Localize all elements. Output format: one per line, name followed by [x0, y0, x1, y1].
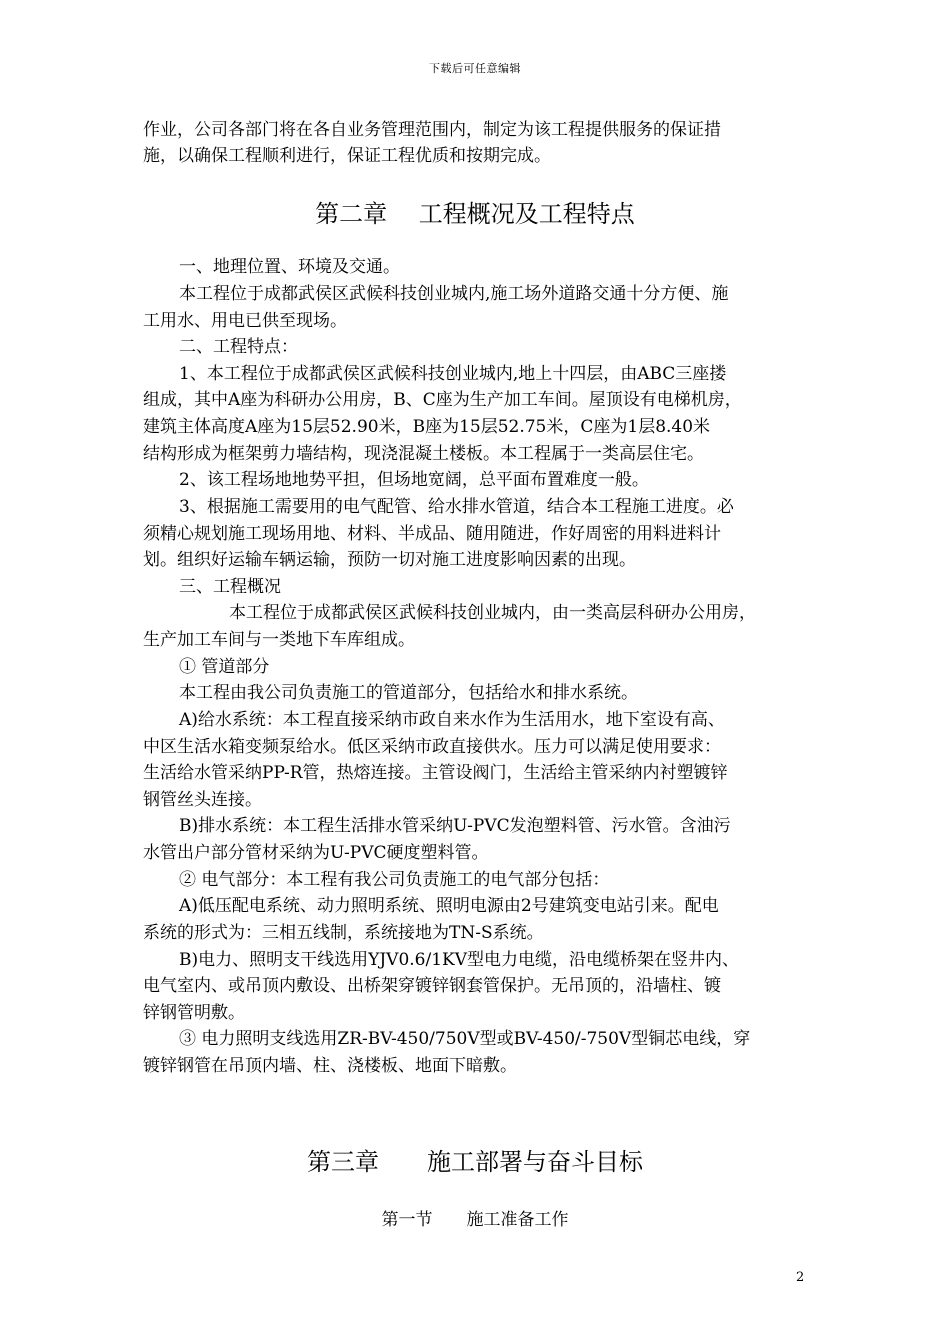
paragraph-line: 镀锌钢管在吊顶内墙、柱、浇楼板、地面下暗敷。 — [143, 1056, 517, 1076]
paragraph-line: 二、工程特点： — [179, 337, 298, 357]
paragraph-line: 三、工程概况 — [179, 577, 281, 597]
paragraph-line: 钢管丝头连接。 — [143, 790, 262, 810]
paragraph-line: 结构形成为框架剪力墙结构，现浇混凝土楼板。本工程属于一类高层住宅。 — [143, 444, 704, 464]
page-header: 下载后可任意编辑 — [429, 62, 521, 75]
paragraph-line: 锌钢管明敷。 — [143, 1003, 245, 1023]
paragraph-line: 系统的形式为：三相五线制，系统接地为TN-S系统。 — [143, 923, 544, 943]
paragraph-line: 本工程由我公司负责施工的管道部分，包括给水和排水系统。 — [179, 683, 638, 703]
chapter-3-heading: 第三章 施工部署与奋斗目标 — [307, 1148, 643, 1176]
section-1-heading: 第一节 施工准备工作 — [381, 1210, 569, 1230]
paragraph-line: 本工程位于成都武侯区武候科技创业城内，由一类高层科研办公用房， — [229, 603, 756, 623]
chapter-2-heading: 第二章 工程概况及工程特点 — [315, 200, 635, 228]
paragraph-line: 2、该工程场地地势平担，但场地宽阔，总平面布置难度一般。 — [179, 470, 649, 490]
paragraph-line: A)给水系统：本工程直接采纳市政自来水作为生活用水，地下室设有高、 — [179, 710, 725, 730]
paragraph-line: 须精心规划施工现场用地、材料、半成品、随用随进，作好周密的用料进料计 — [143, 524, 721, 544]
paragraph-line: 作业，公司各部门将在各自业务管理范围内，制定为该工程提供服务的保证措 — [143, 120, 721, 140]
paragraph-line: ② 电气部分：本工程有我公司负责施工的电气部分包括： — [179, 870, 610, 890]
paragraph-line: 电气室内、或吊顶内敷设、出桥架穿镀锌钢套管保护。无吊顶的，沿墙柱、镀 — [143, 976, 721, 996]
paragraph-line: B)电力、照明支干线选用YJV0.6/1KV型电力电缆，沿电缆桥架在竖井内、 — [179, 950, 739, 970]
page-number: 2 — [796, 1270, 805, 1285]
paragraph-line: 生活给水管采纳PP-R管，热熔连接。主管设阀门，生活给主管采纳内衬塑镀锌 — [143, 763, 728, 783]
paragraph-line: ③ 电力照明支线选用ZR-BV-450/750V型或BV-450/-750V型铜芯电线，穿 — [179, 1029, 751, 1049]
paragraph-line: 水管出户部分管材采纳为U-PVC硬度塑料管。 — [143, 843, 489, 863]
paragraph-line: 3、根据施工需要用的电气配管、给水排水管道，结合本工程施工进度。必 — [179, 497, 734, 517]
paragraph-line: 组成，其中A座为科研办公用房，B、C座为生产加工车间。屋顶设有电梯机房， — [143, 390, 742, 410]
paragraph-line: 1、本工程位于成都武侯区武候科技创业城内,地上十四层，由ABC三座搂 — [179, 364, 727, 384]
paragraph-line: 建筑主体高度A座为15层52.90米，B座为15层52.75米，C座为1层8.40米 — [143, 417, 711, 437]
paragraph-line: 划。组织好运输车辆运输，预防一切对施工进度影响因素的出现。 — [143, 550, 636, 570]
paragraph-line: 施，以确保工程顺利进行，保证工程优质和按期完成。 — [143, 146, 551, 166]
paragraph-line: A)低压配电系统、动力照明系统、照明电源由2号建筑变电站引来。配电 — [179, 896, 719, 916]
paragraph-line: 中区生活水箱变频泵给水。低区采纳市政直接供水。压力可以满足使用要求： — [143, 737, 721, 757]
paragraph-line: 一、地理位置、环境及交通。 — [179, 257, 400, 277]
paragraph-line: 本工程位于成都武侯区武候科技创业城内,施工场外道路交通十分方便、施 — [179, 284, 729, 304]
paragraph-line: ① 管道部分 — [179, 657, 270, 677]
paragraph-line: 工用水、用电已供至现场。 — [143, 311, 347, 331]
paragraph-line: 生产加工车间与一类地下车库组成。 — [143, 630, 415, 650]
paragraph-line: B)排水系统：本工程生活排水管采纳U-PVC发泡塑料管、污水管。含油污 — [179, 816, 731, 836]
